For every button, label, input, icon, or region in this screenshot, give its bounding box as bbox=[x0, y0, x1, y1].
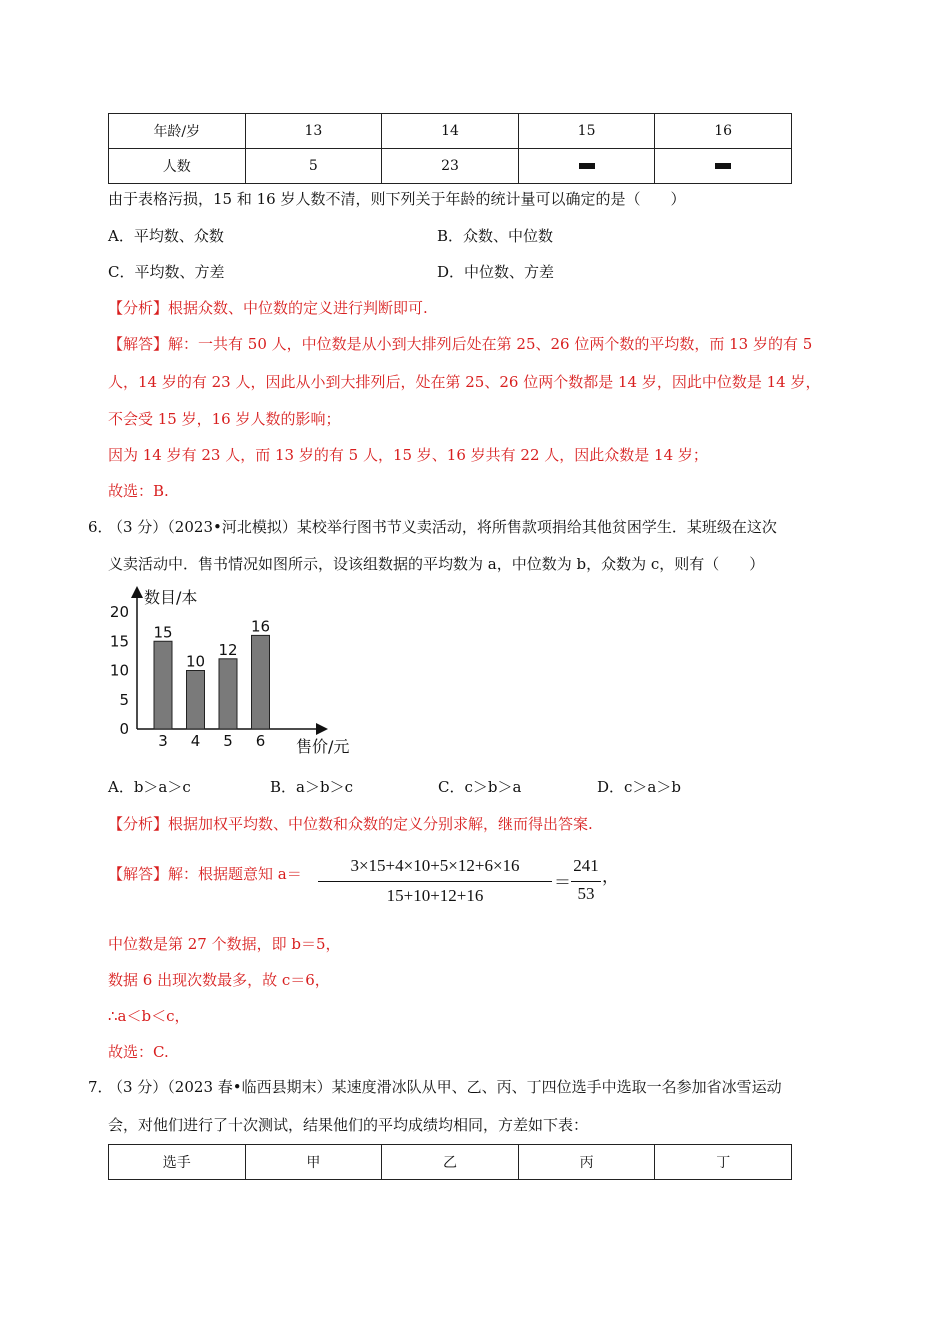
answer-text: 解：根据题意知 a＝ bbox=[168, 865, 302, 883]
analysis-text: 根据加权平均数、中位数和众数的定义分别求解，继而得出答案. bbox=[168, 815, 593, 833]
table-cell: 5 bbox=[245, 149, 382, 184]
y-tick-label: 15 bbox=[109, 632, 129, 651]
y-tick-label: 5 bbox=[119, 690, 129, 709]
bar-value-label: 15 bbox=[153, 623, 173, 642]
table-row bbox=[109, 114, 792, 149]
x-axis-label: 售价/元 bbox=[296, 737, 350, 756]
table-cell: 甲 bbox=[245, 1145, 382, 1180]
q6-answer-line: 数据 6 出现次数最多，故 c＝6， bbox=[108, 971, 330, 989]
q6-option-b: B．a＞b＞c bbox=[270, 778, 353, 796]
fraction-numerator: 3×15+4×10+5×12+6×16 bbox=[350, 856, 520, 875]
table-cell: 人数 bbox=[109, 149, 246, 184]
table-cell: 23 bbox=[382, 149, 519, 184]
fraction-denominator: 15+10+12+16 bbox=[386, 886, 484, 905]
y-tick-label: 20 bbox=[109, 603, 129, 621]
q6-answer-line: ∴a＜b＜c， bbox=[108, 1007, 190, 1025]
smudge-mark bbox=[579, 163, 595, 169]
q6-answer-line: 中位数是第 27 个数据，即 b＝5， bbox=[108, 935, 341, 953]
y-tick-label: 10 bbox=[109, 661, 129, 680]
x-tick-label: 3 bbox=[158, 732, 168, 750]
table-cell: 14 bbox=[382, 114, 519, 149]
q5-option-a: A．平均数、众数 bbox=[108, 227, 224, 245]
smudged-cell bbox=[518, 149, 655, 184]
q5-choice: 故选：B. bbox=[108, 482, 169, 500]
table-cell: 15 bbox=[518, 114, 655, 149]
q5-option-c: C．平均数、方差 bbox=[108, 263, 225, 281]
q6-stem-line-1: （3 分）（2023•河北模拟）某校举行图书节义卖活动，将所售款项捐给其他贫困学生．某班级在这次 bbox=[108, 518, 777, 536]
q5-answer-line: 不会受 15 岁，16 岁人数的影响； bbox=[108, 410, 341, 428]
table-cell: 13 bbox=[245, 114, 382, 149]
q5-option-d: D．中位数、方差 bbox=[437, 263, 555, 281]
bar-value-label: 12 bbox=[218, 640, 238, 659]
bar-value-label: 16 bbox=[250, 617, 271, 636]
analysis-tag: 【分析】 bbox=[108, 815, 169, 833]
x-tick-label: 4 bbox=[190, 732, 201, 750]
bar bbox=[252, 635, 270, 729]
q6-answer-line bbox=[108, 863, 302, 884]
bar bbox=[187, 671, 205, 730]
analysis-tag: 【分析】 bbox=[108, 299, 169, 317]
table-cell: 选手 bbox=[109, 1145, 246, 1180]
table-cell: 丁 bbox=[655, 1145, 792, 1180]
q6-stem-line-2: 义卖活动中．售书情况如图所示，设该组数据的平均数为 a，中位数为 b，众数为 c，则有（ ） bbox=[108, 555, 765, 573]
fraction-bar bbox=[318, 881, 552, 882]
analysis-text: 根据众数、中位数的定义进行判断即可. bbox=[168, 299, 428, 317]
equals-sign: ＝ bbox=[554, 873, 571, 892]
smudge-mark bbox=[715, 163, 731, 169]
y-axis-label: 数目/本 bbox=[144, 588, 198, 607]
bar bbox=[154, 641, 172, 729]
q6-number: 6． bbox=[88, 518, 113, 536]
q6-option-a: A．b＞a＞c bbox=[108, 778, 191, 796]
variance-table bbox=[108, 1144, 792, 1180]
table-cell: 16 bbox=[655, 114, 792, 149]
table-row bbox=[109, 149, 792, 184]
x-tick-label: 5 bbox=[223, 732, 233, 750]
q6-choice: 故选：C. bbox=[108, 1043, 169, 1061]
q6-option-d: D．c＞a＞b bbox=[597, 778, 681, 796]
comma: ， bbox=[602, 867, 619, 886]
q5-analysis bbox=[108, 297, 428, 318]
bar-value-label: 10 bbox=[185, 652, 206, 671]
q7-number: 7． bbox=[88, 1078, 113, 1096]
table-row bbox=[109, 1145, 792, 1180]
x-tick-label: 6 bbox=[255, 732, 266, 750]
q6-analysis bbox=[108, 813, 593, 834]
q5-stem: 由于表格污损，15 和 16 岁人数不清，则下列关于年龄的统计量可以确定的是（ ） bbox=[108, 190, 686, 208]
answer-text: 解：一共有 50 人，中位数是从小到大排列后处在第 25、26 位两个数的平均数，而 13 岁的有 5 bbox=[168, 335, 813, 353]
y-tick-label: 0 bbox=[119, 720, 129, 738]
table-cell: 年龄/岁 bbox=[109, 114, 246, 149]
table-cell: 乙 bbox=[382, 1145, 519, 1180]
q7-stem-line-2: 会，对他们进行了十次测试，结果他们的平均成绩均相同，方差如下表： bbox=[108, 1116, 589, 1134]
result-fraction-bar bbox=[571, 881, 601, 882]
age-table bbox=[108, 113, 792, 184]
sales-bar-chart bbox=[100, 582, 380, 762]
result-numerator: 241 bbox=[573, 856, 599, 875]
result-denominator: 53 bbox=[577, 884, 595, 903]
q6-option-c: C．c＞b＞a bbox=[438, 778, 522, 796]
q5-answer-line: 人，14 岁的有 23 人，因此从小到大排列后，处在第 25、26 位两个数都是 14 岁，因此中位数是 14 岁， bbox=[108, 373, 821, 391]
q5-answer-line bbox=[108, 333, 812, 354]
smudged-cell bbox=[655, 149, 792, 184]
table-cell: 丙 bbox=[518, 1145, 655, 1180]
answer-tag: 【解答】 bbox=[108, 865, 169, 883]
bar bbox=[219, 659, 237, 729]
q5-option-b: B．众数、中位数 bbox=[437, 227, 554, 245]
q5-answer-line: 因为 14 岁有 23 人，而 13 岁的有 5 人，15 岁、16 岁共有 22 人，因此众数是 14 岁； bbox=[108, 446, 708, 464]
answer-tag: 【解答】 bbox=[108, 335, 169, 353]
q7-stem-line-1: （3 分）（2023 春•临西县期末）某速度滑冰队从甲、乙、丙、丁四位选手中选取一名参加省冰雪运动 bbox=[108, 1078, 782, 1096]
